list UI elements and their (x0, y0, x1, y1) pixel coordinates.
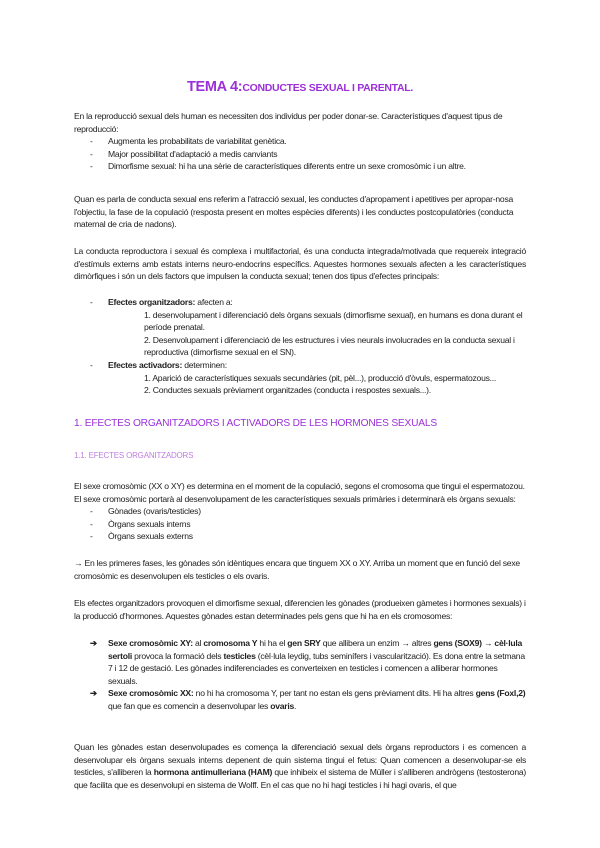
organizing-effects-item: - Efectes organitzadors: afecten a: (74, 296, 526, 309)
chromosomal-paragraph: El sexe cromosòmic (XX o XY) es determina en el moment de la copulació, segons el cromosoma que tingui el espermatozou. El sexe cromosòmic portarà al desenvolupament de les característiques sexuals primàries i determinarà els òrgans sexuals: (74, 481, 525, 504)
chromosome-list (74, 637, 526, 713)
effects-block (74, 296, 526, 397)
activating-effects-item: - Efectes activadors: determinen: (74, 359, 526, 372)
xy-item: ➔ Sexe cromosòmic XY: al cromosoma Y hi ha el gen SRY que allibera un enzim → altres gens (SOX9) → cèl·lula sertoli provoca la formació dels testicles (cèl·lula leydig, tubs seminífers i vascularització). Es dona entre la setmana 7 i 12 de gestació. Les gònades indiferenciades es converteixen en testicles i comencen a alliberar hormones sexuals. (90, 638, 525, 686)
intro-block (74, 110, 526, 173)
intro-list (74, 135, 526, 173)
list-item: 1. Aparició de característiques sexuals secundàries (pit, pèl...), producció d'òvuls, espermatozous... (144, 372, 497, 383)
list-item: 1. desenvolupament i diferenciació dels òrgans sexuals (dimorfisme sexual), en humans es dona durant el període prenatal. (144, 309, 523, 333)
list-item: - Major possibilitat d'adaptació a medis canviants (74, 148, 526, 161)
section-heading-1-1: 1.1. EFECTES ORGANITZADORS (74, 451, 194, 460)
organizing-effects-paragraph: Els efectes organitzadors provoquen el dimorfisme sexual, diferencien les gònades (produeixen gàmetes i hormones sexuals) i la producció d'hormones. Aquestes gònades estan determinades pels gens que hi ha en els cromosomes: (74, 598, 526, 621)
organs-list (74, 505, 526, 543)
organizing-effects-list (74, 309, 526, 359)
list-item: - Òrgans sexuals externs (74, 530, 526, 543)
gonads-paragraph: → En les primeres fases, les gònades són idèntiques encara que tinguem XX o XY. Arriba un moment que en funció del sexe cromosòmic es desenvolupen els testicles o els ovaris. (74, 558, 520, 581)
final-paragraph: Quan les gònades estan desenvolupades es comença la diferenciació sexual dels òrgans reproductors i es comencen a desenvolupar els òrgans sexuals interns depenent de quin sistema tingui el fetus: Quan comencen a desenvolupar-se els testicles, s'alliberen la hormona antimulleriana (HAM) que inhibeix el sistema de Müller i s'alliberen andrògens (testosterona) que facilita que es desenvolupi en sistema de Wolff. En el cas que no hi hagi testicles i hi hagi ovaris, el que (74, 742, 526, 790)
list-item: - Dimorfisme sexual: hi ha una sèrie de característiques diferents entre un sexe cromosòmic i un altre. (74, 160, 526, 173)
activating-effects-label: Efectes activadors: (108, 359, 183, 370)
activating-effects-list (74, 372, 526, 397)
page-title (0, 78, 600, 96)
list-item: 2. Desenvolupament i diferenciació de les estructures i vies neurals involucrades en la conducta sexual i reproductiva (dimorfisme sexual en el SN). (144, 334, 515, 358)
ham-hormone-term: hormona antimulleriana (HAM) (153, 767, 273, 778)
conduct-paragraph: Quan es parla de conducta sexual ens referim a l'atracció sexual, les conductes d'apropament i apetitives per apropar-nosa l'objectiu, la fase de la copulació (resposta present en moltes espècies diferents) i les conductes postcopulatòries (conducta maternal de cria de nadons). (74, 194, 514, 230)
arrow-icon: ➔ (90, 638, 97, 648)
title-sub: CONDUCTES SEXUAL I PARENTAL. (242, 82, 414, 94)
list-item: - Gònades (ovaris/testicles) (74, 505, 526, 518)
arrow-icon: ➔ (90, 688, 97, 699)
section-heading-1: 1. EFECTES ORGANITZADORS I ACTIVADORS DE LES HORMONES SEXUALS (74, 418, 437, 429)
list-item: 2. Conductes sexuals prèviament organitzades (conducta i respostes sexuals...). (144, 385, 431, 396)
reproductive-paragraph: La conducta reproductora i sexual és complexa i multifactorial, és una conducta integrada/motivada que requereix integració d'estímuls externs amb estats interns neuro-endocrins específics. Aquestes hormones sexuals afecten a les característiques dimòrfiques i són un dels factors que impulsen la conducta sexual; tenen dos tipus d'efectes principals: (74, 246, 526, 282)
intro-paragraph: En la reproducció sexual dels human es necessiten dos individus per poder donar-se. Característiques d'aquest tipus de reproducció: (74, 111, 503, 134)
list-item: - Augmenta les probabilitats de variabilitat genètica. (74, 135, 526, 148)
title-main: TEMA 4: (186, 79, 243, 95)
organizing-effects-label: Efectes organitzadors: (108, 297, 196, 307)
xx-item: ➔ Sexe cromosòmic XX: no hi ha cromosoma Y, per tant no estan els gens prèviament dits. Hi ha altres gens (Foxl,2) que fan que es comencin a desenvolupar les ovaris. (90, 688, 526, 711)
list-item: - Òrgans sexuals interns (74, 518, 526, 531)
chromosomal-block (74, 480, 526, 543)
